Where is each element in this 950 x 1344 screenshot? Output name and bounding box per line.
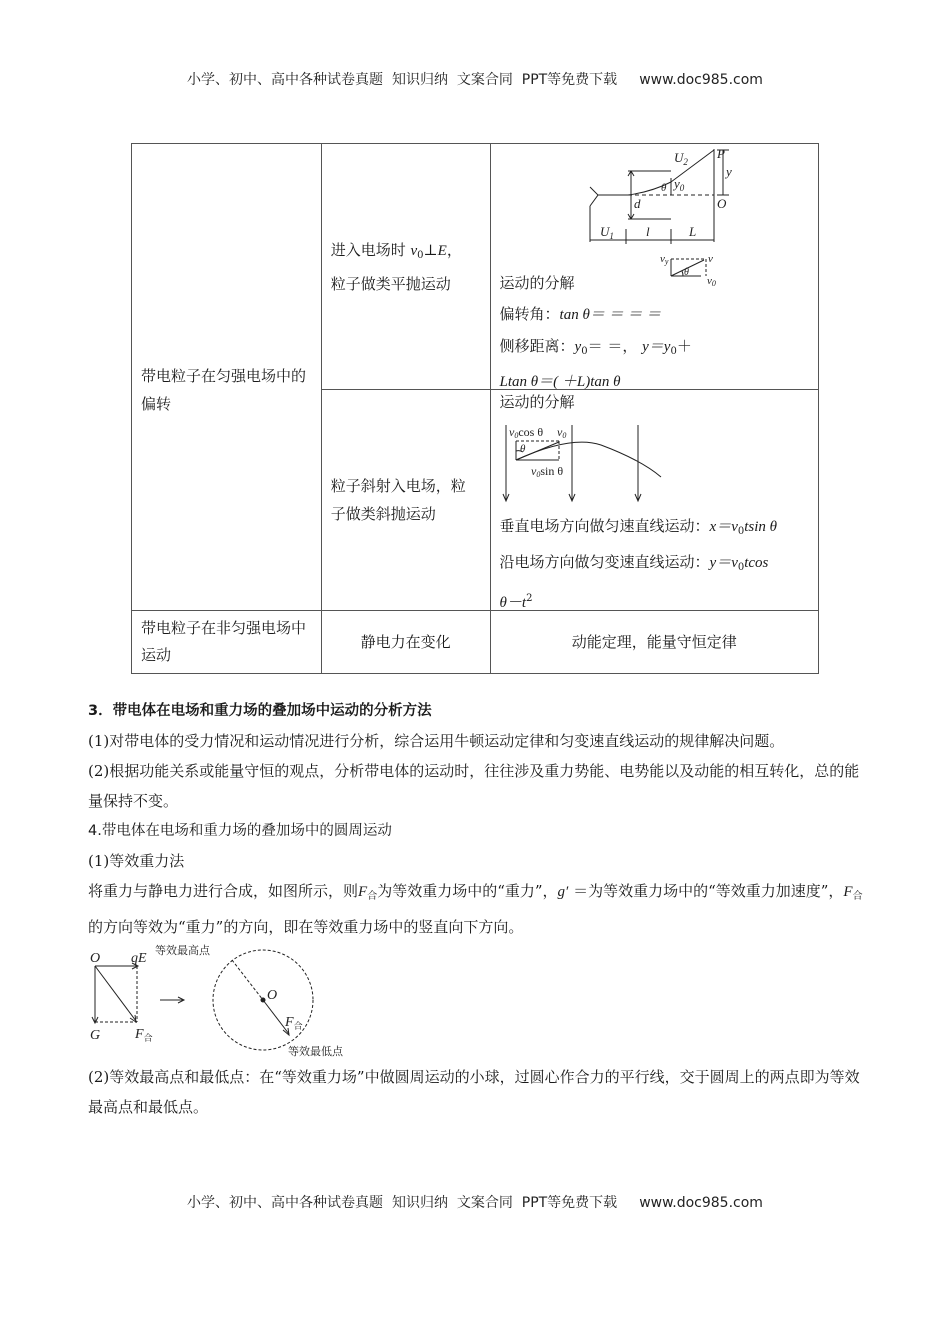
section-4-paragraph-2: (2)等效最高点和最低点：在“等效重力场”中做圆周运动的小球，过圆心作合力的平行线，交于圆周上的两点即为等效最高点和最低点。	[88, 1068, 860, 1116]
summary-table	[131, 143, 819, 674]
svg-text:qE: qE	[131, 951, 147, 966]
svg-text:y0: $y_0$	[673, 176, 684, 193]
deflection-angle-formula: 偏转角：tan θ＝ ＝ ＝ ＝	[499, 305, 662, 323]
svg-text:O: O	[716, 196, 726, 211]
cell-perpendicular-entry	[321, 144, 490, 390]
svg-text:d: d	[633, 196, 641, 211]
header-url: www.doc985.com	[639, 72, 763, 88]
section-4	[88, 816, 868, 942]
page-footer	[0, 1192, 950, 1212]
cell-uniform-field-deflection	[132, 144, 322, 611]
cell-oblique-analysis	[490, 390, 818, 611]
cell-line: 进入电场时 $v_0\perp E$，	[330, 240, 462, 261]
section-4-subtitle-1: (1)等效重力法	[88, 852, 185, 870]
section-4-title: 4.带电体在电场和重力场的叠加场中的圆周运动	[88, 823, 392, 839]
svg-text:θ: θ	[519, 443, 525, 455]
svg-text:v0cos θ: v0cos θ	[508, 425, 543, 440]
header-text: 小学、初中、高中各种试卷真题 知识归纳 文案合同 PPT等免费下载	[187, 72, 618, 88]
svg-text:等效最低点: 等效最低点	[288, 1045, 343, 1058]
analysis-heading: 运动的分解	[499, 274, 575, 292]
cell-text: 静电力在变化	[360, 633, 451, 651]
section-3-title: 3．带电体在电场和重力场的叠加场中运动的分析方法	[88, 703, 432, 719]
parallel-motion-formula: 沿电场方向做匀变速直线运动：$y=v_0tcos$	[499, 553, 769, 573]
cell-deflection-analysis	[490, 144, 818, 390]
svg-text:F合: $F_合$	[135, 1027, 153, 1043]
footer-url: www.doc985.com	[639, 1195, 763, 1211]
offset-distance-formula: 侧移距离：$y_0=$ ＝， $y=y_0+$	[499, 337, 692, 357]
analysis-heading: 运动的分解	[499, 393, 575, 411]
svg-text:U1: $U_1$	[599, 224, 614, 241]
cell-text: 动能定理，能量守恒定律	[571, 633, 737, 651]
cell-force-varies	[321, 611, 490, 674]
svg-text:O: O	[90, 951, 101, 966]
deflection-diagram	[491, 144, 818, 286]
cell-text: 带电粒子在匀强电场中的偏转	[141, 367, 307, 413]
svg-text:F合: $F_合$	[285, 1015, 303, 1031]
cell-line: 粒子做类平抛运动	[330, 274, 451, 293]
svg-text:P: P	[716, 146, 725, 161]
section-3-paragraph-2: (2)根据功能关系或能量守恒的观点，分析带电体的运动时，往往涉及重力势能、电势能以及动能的相互转化，总的能量保持不变。	[88, 762, 860, 810]
svg-text:v0: v0	[556, 425, 566, 440]
parallel-motion-formula-cont: $\theta-t^2$	[499, 593, 533, 611]
cell-oblique-entry	[321, 390, 490, 611]
cell-nonuniform-field	[132, 611, 322, 674]
cell-energy-theorem	[490, 611, 818, 674]
svg-text:v0sin θ: v0sin θ	[530, 464, 563, 479]
svg-text:G: G	[90, 1028, 101, 1043]
svg-text:U2: $U_2$	[673, 150, 688, 167]
cell-text: 粒子斜射入电场，粒子做类斜抛运动	[330, 477, 466, 523]
perpendicular-motion-formula: 垂直电场方向做匀速直线运动：$x=v_0tsin$ θ	[499, 517, 778, 537]
svg-text:L: L	[688, 224, 696, 239]
cell-text: 带电粒子在非匀强电场中运动	[141, 619, 307, 664]
svg-text:θ: θ	[660, 182, 666, 194]
svg-text:v: v	[707, 253, 713, 265]
svg-text:l: l	[645, 224, 650, 239]
equivalent-gravity-diagram	[85, 942, 375, 1062]
svg-text:O: O	[267, 988, 278, 1003]
svg-text:v0: v0	[706, 275, 716, 286]
svg-text:y: y	[725, 164, 732, 179]
section-3-paragraph-1: (1)对带电体的受力情况和运动情况进行分析，综合运用牛顿运动定律和匀变速直线运动的规律解决问题。	[88, 732, 785, 750]
svg-text:θ: θ	[683, 267, 689, 278]
section-4-paragraph-1: 将重力与静电力进行合成，如图所示，则$F_合$为等效重力场中的“重力”，g′ ＝为等效重力场中的“等效重力加速度”，$F_合$的方向等效为“重力”的方向，即在等效重力场中的竖直向下方向。	[88, 882, 863, 936]
footer-text: 小学、初中、高中各种试卷真题 知识归纳 文案合同 PPT等免费下载	[187, 1195, 618, 1211]
svg-text:等效最高点: 等效最高点	[155, 944, 210, 957]
page-header	[0, 69, 950, 89]
svg-text:vy: vy	[659, 253, 668, 266]
section-3	[88, 696, 868, 816]
total-offset-formula: Ltan θ＝( ＋L)tan θ	[499, 374, 621, 390]
